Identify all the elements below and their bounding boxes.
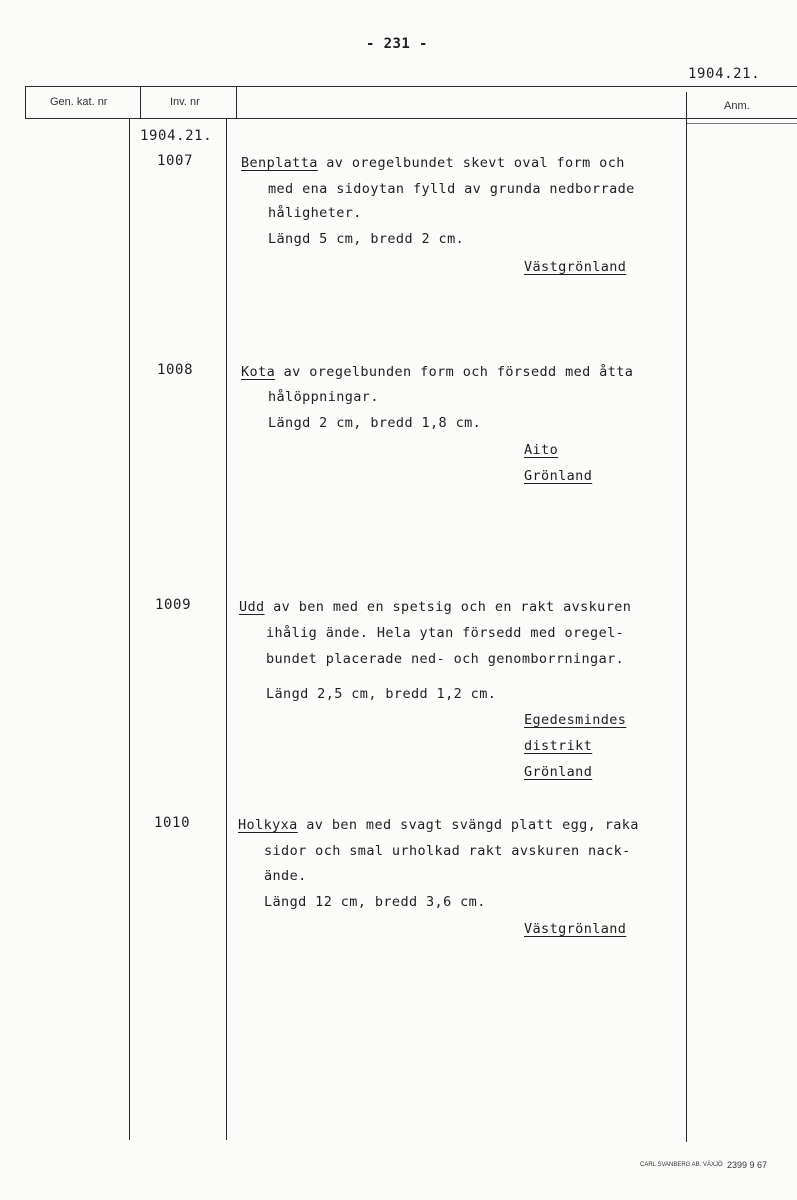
entry-description-line: ände. <box>264 868 307 884</box>
entry-location: Egedesmindes <box>524 712 627 728</box>
entry-measurement: Längd 2,5 cm, bredd 1,2 cm. <box>266 686 497 702</box>
entry-description-line: med ena sidoytan fylld av grunda nedborrade <box>268 181 635 197</box>
entry-description-line: håligheter. <box>268 205 362 221</box>
entry-measurement: Längd 12 cm, bredd 3,6 cm. <box>264 894 486 910</box>
entry-term: Kota <box>241 364 276 380</box>
column-divider-left <box>25 86 26 119</box>
entry-location: Västgrönland <box>524 259 627 275</box>
header-anm: Anm. <box>724 100 750 112</box>
column-divider-inv <box>236 86 237 118</box>
entry-description-line: av ben med en spetsig och en rakt avskuren <box>273 599 632 615</box>
entry-first-line <box>238 817 639 833</box>
footer-form-code: 2399 9 67 <box>727 1160 768 1170</box>
entry-inv-nr: 1009 <box>155 597 192 613</box>
entry-location: Grönland <box>524 468 593 484</box>
entry-measurement: Längd 2 cm, bredd 1,8 cm. <box>268 415 482 431</box>
year-number: 1904.21. <box>688 66 761 82</box>
collection-ref: 1904.21. <box>140 128 213 144</box>
column-divider-body-left <box>129 119 130 1140</box>
entry-description-line: hålöppningar. <box>268 389 379 405</box>
entry-description-line: av oregelbunden form och försedd med åtta <box>283 364 634 380</box>
entry-term: Holkyxa <box>238 817 298 833</box>
entry-location: Grönland <box>524 764 593 780</box>
column-divider-anm <box>686 92 687 1142</box>
entry-description-line: ihålig ände. Hela ytan försedd med oregel- <box>266 625 625 641</box>
header-inv-nr: Inv. nr <box>170 96 200 108</box>
column-divider-body-mid <box>226 119 227 1140</box>
entry-first-line <box>241 364 633 380</box>
entry-description-line: sidor och smal urholkad rakt avskuren nack- <box>264 843 631 859</box>
entry-first-line <box>239 599 631 615</box>
form-header-rule-thin <box>686 123 797 124</box>
entry-term: Udd <box>239 599 265 615</box>
page-number: - 231 - <box>366 36 428 52</box>
entry-description-line: bundet placerade ned- och genomborrningar. <box>266 651 625 667</box>
entry-inv-nr: 1010 <box>154 815 191 831</box>
entry-first-line <box>241 155 625 171</box>
entry-location: distrikt <box>524 738 593 754</box>
entry-inv-nr: 1008 <box>157 362 194 378</box>
entry-inv-nr: 1007 <box>157 153 194 169</box>
header-gen-kat-nr: Gen. kat. nr <box>50 96 108 108</box>
entry-term: Benplatta <box>241 155 318 171</box>
entry-location: Aito <box>524 442 559 458</box>
footer-printer: CARL SVANBERG AB, VÄXJÖ <box>640 1162 723 1168</box>
entry-measurement: Längd 5 cm, bredd 2 cm. <box>268 231 465 247</box>
form-header-rule <box>25 118 797 119</box>
entry-description-line: av ben med svagt svängd platt egg, raka <box>306 817 639 833</box>
column-divider-gen-kat <box>140 86 141 118</box>
entry-description-line: av oregelbundet skevt oval form och <box>326 155 625 171</box>
entry-location: Västgrönland <box>524 921 627 937</box>
